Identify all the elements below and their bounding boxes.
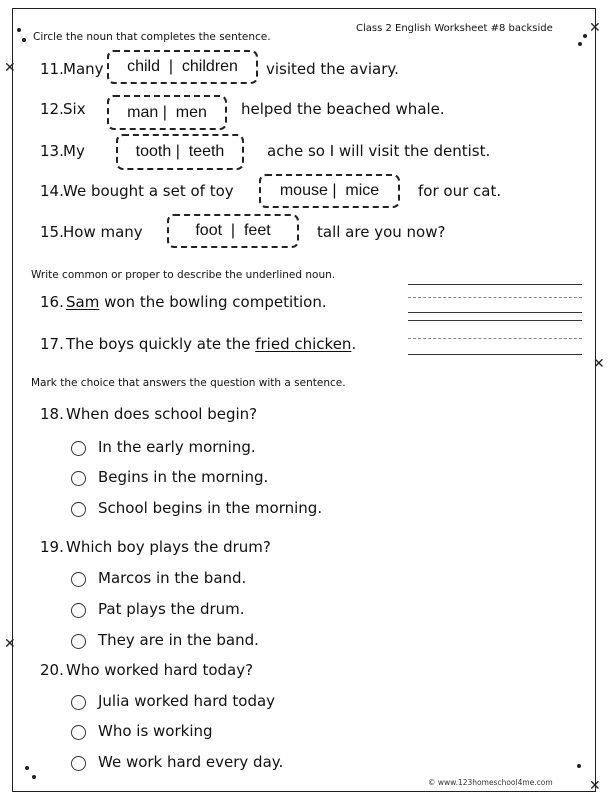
q12-choice-box[interactable]: man | men [107,95,227,130]
q15-number: 15. [40,223,64,241]
q11-choice-box[interactable]: child | children [107,50,258,84]
q20-question: Who worked hard today? [66,661,254,679]
q16-rest: won the bowling competition. [99,293,327,311]
q17-sentence [66,335,356,353]
q18-option-1-radio[interactable] [71,441,86,456]
cross-mark-icon: ✕ [589,778,601,794]
q14-after: for our cat. [418,182,502,200]
dot-icon [583,34,587,38]
section2-instruction: Write common or proper to describe the underlined noun. [31,269,336,281]
cross-mark-icon: ✕ [589,20,601,36]
q16-base-line [408,312,582,313]
worksheet-title: Class 2 English Worksheet #8 backside [356,23,553,34]
dot-icon [22,38,26,42]
q20-option-1-radio[interactable] [71,695,86,710]
q17-number: 17. [40,335,64,353]
q19-option-3-radio[interactable] [71,634,86,649]
q16-guide-line [408,297,582,298]
q18-option-3: School begins in the morning. [98,499,323,517]
dot-icon [17,28,21,32]
q19-option-2: Pat plays the drum. [98,600,245,618]
q19-question: Which boy plays the drum? [66,538,271,556]
q13-number: 13. [40,142,64,160]
q18-number: 18. [40,405,64,423]
q18-option-2-radio[interactable] [71,471,86,486]
q20-option-2: Who is working [98,722,213,740]
cross-mark-icon: ✕ [4,636,16,652]
q17-answer-line[interactable] [408,320,582,321]
q14-number: 14. [40,182,64,200]
q20-number: 20. [40,661,64,679]
q18-option-3-radio[interactable] [71,502,86,517]
q20-option-3-radio[interactable] [71,756,86,771]
q14-before: We bought a set of toy [63,182,234,200]
q18-option-2: Begins in the morning. [98,468,269,486]
q13-choice-box[interactable]: tooth | teeth [116,134,244,170]
q16-answer-line[interactable] [408,284,582,285]
q19-option-1-radio[interactable] [71,572,86,587]
q13-before: My [63,142,85,160]
cross-mark-icon: ✕ [4,60,16,76]
q20-option-3: We work hard every day. [98,753,284,771]
q20-option-2-radio[interactable] [71,725,86,740]
q15-choice-box[interactable]: foot | feet [167,214,299,248]
dot-icon [32,775,36,779]
q15-after: tall are you now? [317,223,446,241]
q16-sentence [66,293,327,311]
q11-after: visited the aviary. [266,60,399,78]
footer-copyright: © www.123homeschool4me.com [428,778,553,787]
q16-number: 16. [40,293,64,311]
q12-number: 12. [40,100,64,118]
q19-option-1: Marcos in the band. [98,569,247,587]
q18-option-1: In the early morning. [98,438,256,456]
q17-guide-line [408,338,582,339]
q19-number: 19. [40,538,64,556]
q12-before: Six [63,100,86,118]
dot-icon [577,764,581,768]
q17-after: . [351,335,357,353]
q12-after: helped the beached whale. [241,100,445,118]
q11-before: Many [63,60,104,78]
q18-question: When does school begin? [66,405,258,423]
q17-before: The boys quickly ate the [66,335,256,353]
section1-instruction: Circle the noun that completes the sentence. [33,31,271,43]
q13-after: ache so I will visit the dentist. [267,142,491,160]
q17-underlined-noun: fried chicken [255,335,352,353]
section3-instruction: Mark the choice that answers the question with a sentence. [31,377,346,389]
q16-underlined-noun: Sam [66,293,100,311]
dot-icon [578,42,582,46]
q20-option-1: Julia worked hard today [98,692,276,710]
q19-option-3: They are in the band. [98,631,259,649]
q14-choice-box[interactable]: mouse | mice [259,174,400,208]
cross-mark-icon: ✕ [593,356,605,372]
q15-before: How many [63,223,143,241]
dot-icon [25,766,29,770]
q19-option-2-radio[interactable] [71,603,86,618]
q11-number: 11. [40,60,64,78]
q17-base-line [408,354,582,355]
